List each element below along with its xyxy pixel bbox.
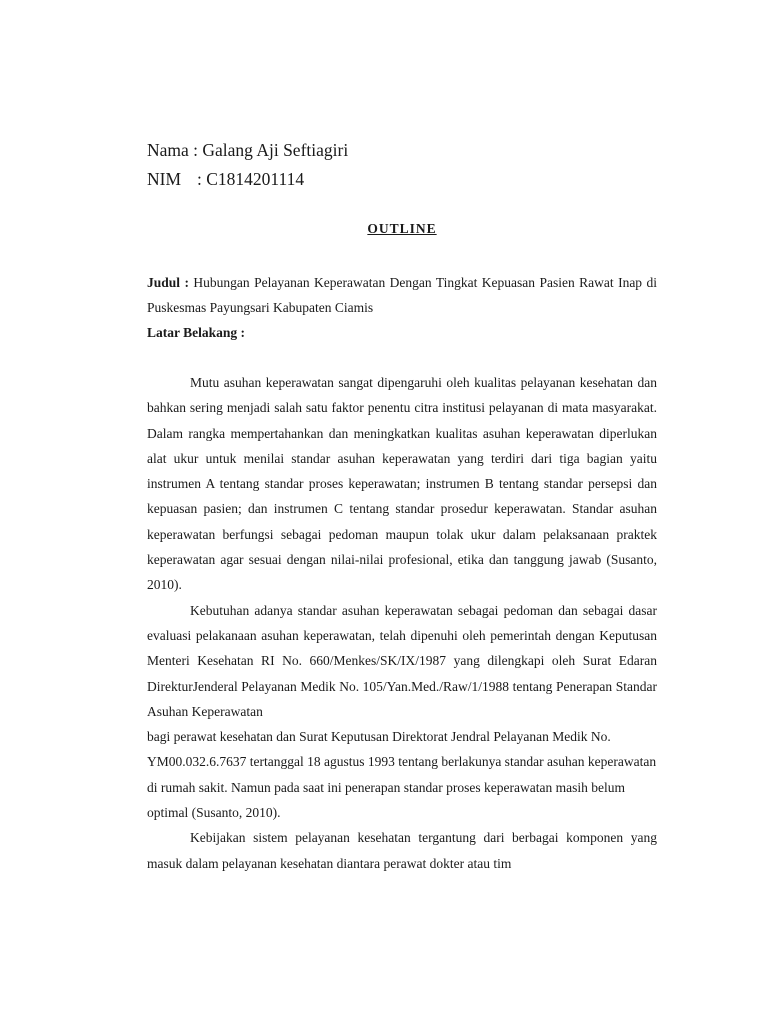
latar-belakang-body <box>147 370 657 876</box>
student-name-text: Nama : Galang Aji Seftiagiri <box>147 140 349 160</box>
paragraph-4: Kebijakan sistem pelayanan kesehatan tergantung dari berbagai komponen yang masuk dalam pelayanan kesehatan diantara perawat dokter atau tim <box>147 830 657 871</box>
judul-section <box>147 270 657 320</box>
student-name <box>147 136 657 165</box>
nim-value: : C1814201114 <box>197 169 305 189</box>
paragraph-2: Kebutuhan adanya standar asuhan keperawatan sebagai pedoman dan sebagai dasar evaluasi pelakanaan asuhan keperawatan, telah dipenuhi oleh pemerintah dengan Keputusan Menteri Kesehatan RI No. 660/Menkes/SK/IX/1987 yang dilengkapi oleh Surat Edaran DirekturJenderal Pelayanan Medik No. 105/Yan.Med./Raw/1/1988 tentang Penerapan Standar Asuhan Keperawatan <box>147 602 657 719</box>
judul-label: Judul : <box>147 275 189 290</box>
paragraph-1: Mutu asuhan keperawatan sangat dipengaruhi oleh kualitas pelayanan kesehatan dan bahkan sering menjadi salah satu faktor penentu citra institusi pelayanan di mata masyarakat. Dalam rangka mempertahankan dan meningkatkan kualitas asuhan keperawatan diperlukan alat ukur untuk menilai standar asuhan keperawatan yang terdiri dari tiga bagian yaitu instrumen A tentang standar proses keperawatan; instrumen B tentang standar persepsi dan kepuasan pasien; dan instrumen C tentang standar prosedur keperawatan. Standar asuhan keperawatan berfungsi sebagai pedoman maupun tolak ukur dalam pelaksanaan praktek keperawatan agar sesuai dengan nilai-nilai profesional, etika dan tanggung jawab (Susanto, 2010). <box>147 375 657 593</box>
outline-title: OUTLINE <box>367 221 437 236</box>
nim-label: NIM <box>147 169 182 189</box>
latar-belakang-label: Latar Belakang : <box>147 325 246 340</box>
student-nim <box>147 165 657 194</box>
judul-text: Hubungan Pelayanan Keperawatan Dengan Tingkat Kepuasan Pasien Rawat Inap di Puskesmas Payungsari Kabupaten Ciamis <box>147 275 658 315</box>
paragraph-3: bagi perawat kesehatan dan Surat Keputusan Direktorat Jendral Pelayanan Medik No. YM00.032.6.7637 tertanggal 18 agustus 1993 tentang berlakunya standar asuhan keperawatan di rumah sakit. Namun pada saat ini penerapan standar proses keperawatan masih belum optimal (Susanto, 2010). <box>147 729 657 821</box>
document-content <box>147 136 658 871</box>
